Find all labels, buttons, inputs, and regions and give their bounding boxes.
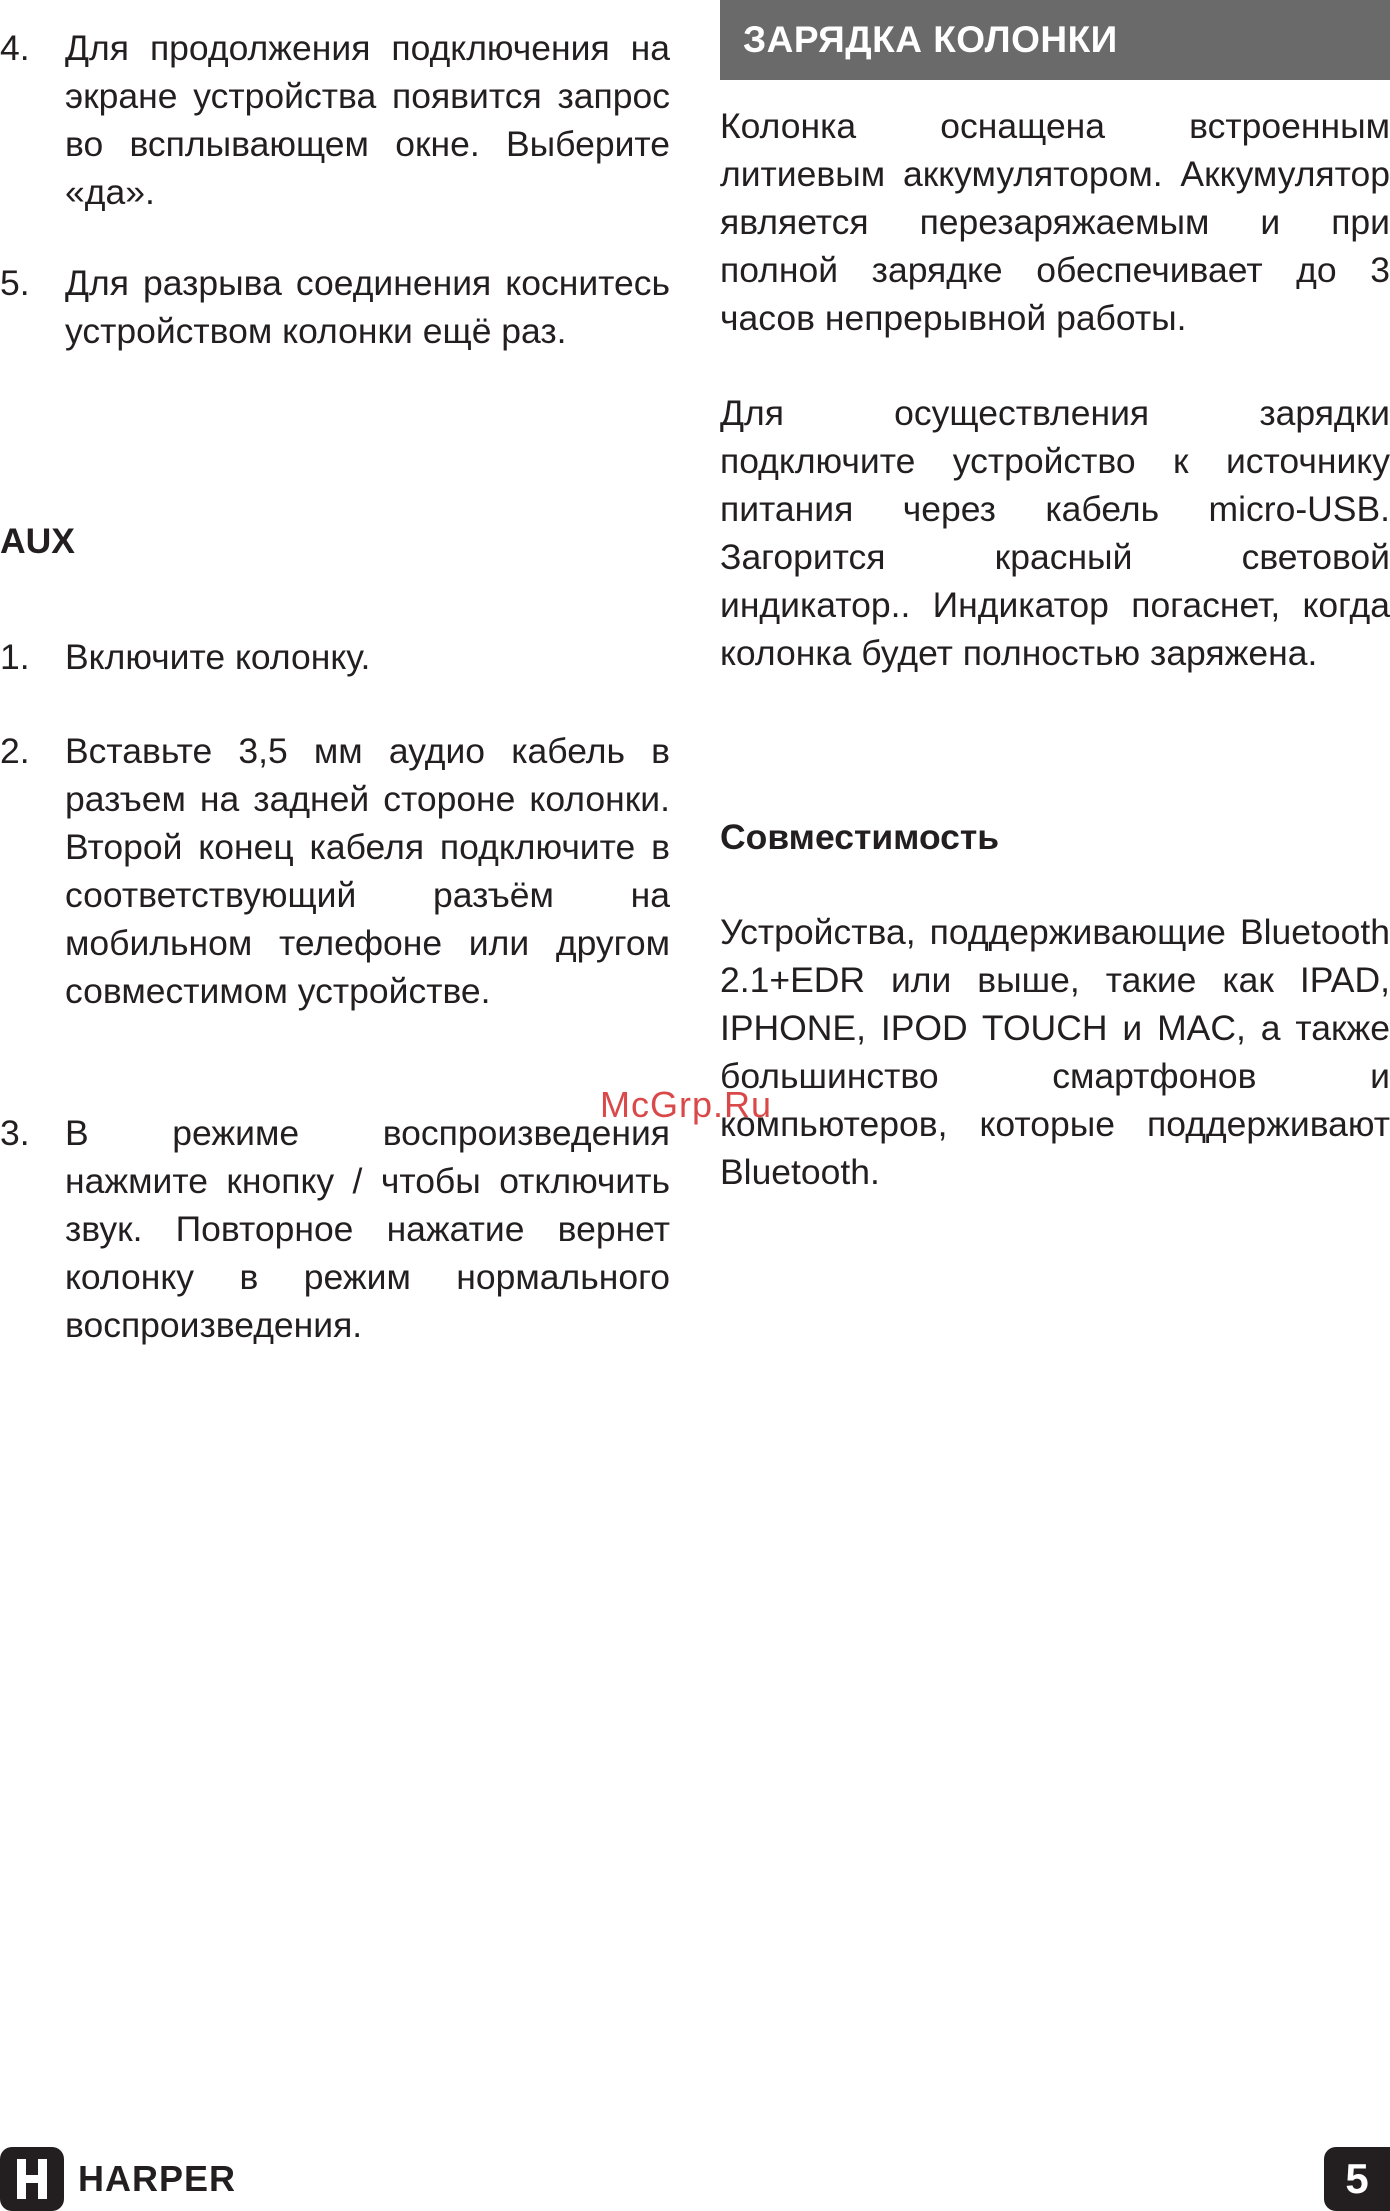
aux-heading: AUX: [0, 521, 75, 561]
list-item: [0, 727, 670, 1015]
list-item-text: Включите колонку.: [65, 637, 371, 677]
compatibility-heading: Совместимость: [720, 817, 1000, 857]
paragraph-text: Колонка оснащена встроенным литиевым аккумулятором. Аккумулятор является перезаряжаемым и при полной зарядке обеспечивает до 3 часов непрерывной работы.: [720, 106, 1390, 338]
list-item-number: 1.: [0, 637, 30, 677]
list-item: [0, 633, 670, 681]
list-item-number: 5.: [0, 263, 30, 303]
list-item: [0, 1109, 670, 1349]
watermark: McGrp.Ru: [600, 1084, 773, 1125]
paragraph-text: Устройства, поддерживающие Bluetooth 2.1+EDR или выше, такие как IPAD, IPHONE, IPOD TOUCH и MAC, а также большинство смартфонов и компьютеров, которые поддерживают Bluetooth.: [720, 912, 1390, 1192]
harper-h-icon: [0, 2147, 64, 2211]
list-item-text: Вставьте 3,5 мм аудио кабель в разъем на задней стороне колонки. Второй конец кабеля подключите в соответствующий разъём на мобильном телефоне или другом совместимом устройстве.: [65, 731, 670, 1011]
brand-logo: [0, 2147, 236, 2211]
list-item-text: Для разрыва соединения коснитесь устройством колонки ещё раз.: [65, 263, 670, 351]
compatibility-paragraph: [720, 908, 1390, 1196]
list-item-text: В режиме воспроизведения нажмите кнопку / чтобы отключить звук. Повторное нажатие вернет колонку в режим нормального воспроизведения.: [65, 1113, 670, 1345]
list-item-text: Для продолжения подключения на экране устройства появится запрос во всплывающем окне. Выберите «да».: [65, 28, 670, 212]
brand-name: HARPER: [78, 2158, 237, 2199]
charging-paragraph-1: [720, 102, 1390, 342]
section-banner: ЗАРЯДКА КОЛОНКИ: [720, 0, 1390, 80]
page-number: 5: [1324, 2147, 1390, 2211]
list-item: [0, 259, 670, 355]
list-item-number: 4.: [0, 28, 30, 68]
list-item-number: 2.: [0, 731, 30, 771]
list-item: [0, 24, 670, 216]
list-item-number: 3.: [0, 1113, 30, 1153]
charging-paragraph-2: [720, 389, 1390, 677]
paragraph-text: Для осуществления зарядки подключите устройство к источнику питания через кабель micro-USB. Загорится красный световой индикатор.. Индикатор погаснет, когда колонка будет полностью заряжена.: [720, 393, 1390, 673]
